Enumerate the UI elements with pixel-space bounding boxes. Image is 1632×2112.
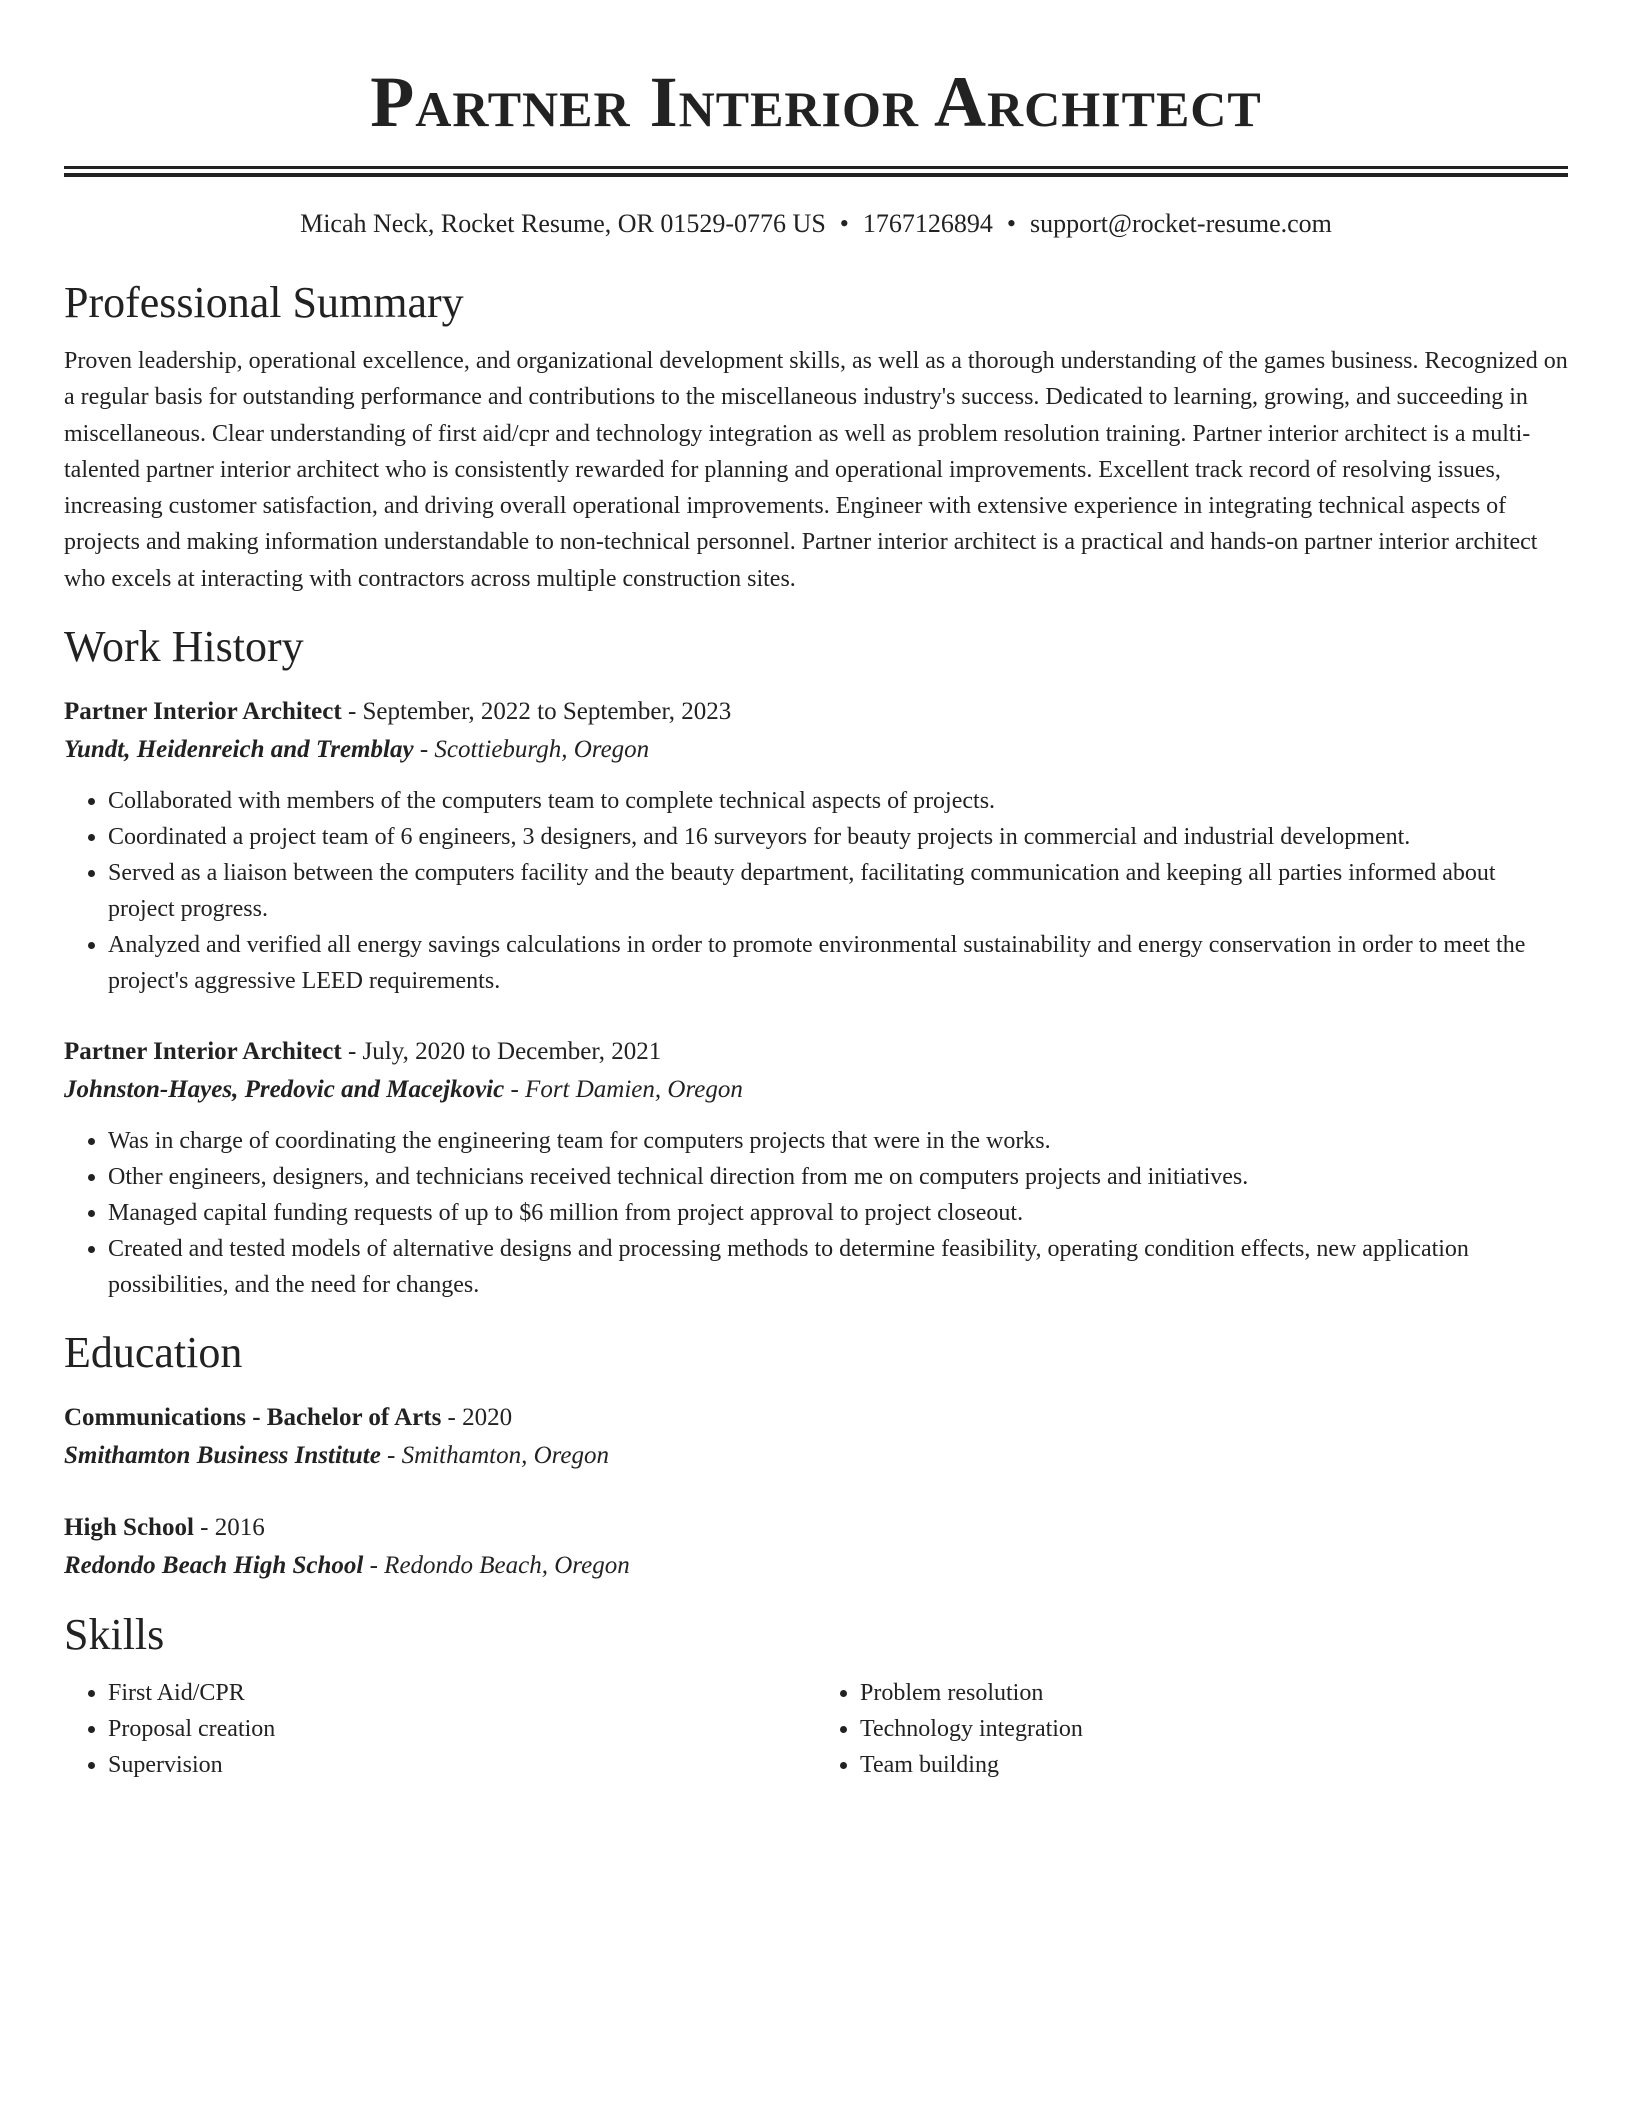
education-institution bbox=[64, 1437, 1568, 1475]
skill-item: • Team building bbox=[860, 1747, 1568, 1783]
job-entry bbox=[64, 1033, 1568, 1303]
education-degree: Communications - Bachelor of Arts bbox=[64, 1404, 442, 1432]
job-bullet: • Created and tested models of alternative designs and processing methods to determine feasibility, operating condition effects, new application possibilities, and the need for changes. bbox=[108, 1231, 1568, 1303]
job-bullets bbox=[64, 1123, 1568, 1303]
section-title-work-history: Work History bbox=[64, 622, 304, 672]
education-entry bbox=[64, 1399, 1568, 1475]
contact-address: Micah Neck, Rocket Resume, OR 01529-0776 US bbox=[300, 209, 826, 238]
job-bullet: • Analyzed and verified all energy savings calculations in order to promote environmental sustainability and energy conservation in order to meet the project's aggressive LEED requirements. bbox=[108, 927, 1568, 999]
header-divider bbox=[64, 166, 1568, 177]
job-bullet: • Managed capital funding requests of up to $6 million from project approval to project closeout. bbox=[108, 1195, 1568, 1231]
education-year: - 2016 bbox=[193, 1514, 265, 1542]
skill-item: • Technology integration bbox=[860, 1711, 1568, 1747]
skill-item: • First Aid/CPR bbox=[108, 1675, 816, 1711]
education-year: - 2020 bbox=[441, 1404, 513, 1432]
skill-item: • Supervision bbox=[108, 1747, 816, 1783]
job-dates: - July, 2020 to December, 2021 bbox=[341, 1038, 662, 1066]
job-heading bbox=[64, 1033, 1568, 1071]
education-location: - Redondo Beach, Oregon bbox=[363, 1552, 630, 1580]
job-bullet: • Collaborated with members of the computers team to complete technical aspects of projects. bbox=[108, 783, 1568, 819]
job-dates: - September, 2022 to September, 2023 bbox=[341, 698, 732, 726]
education-institution bbox=[64, 1547, 1568, 1585]
contact-line bbox=[64, 207, 1568, 241]
education-location: - Smithamton, Oregon bbox=[380, 1442, 610, 1470]
job-role: Partner Interior Architect bbox=[64, 698, 342, 726]
job-entry bbox=[64, 693, 1568, 999]
summary-text: Proven leadership, operational excellence, and organizational development skills, as well as a thorough understanding of the games business. Recognized on a regular basis for outstanding performance and contributions to the miscellaneous industry's success. Dedicated to learning, growing, and succeeding in miscellaneous. Clear understanding of first aid/cpr and technology integration as well as problem resolution training. Partner interior architect is a multi-talented partner interior architect who is consistently rewarded for planning and operational improvements. Excellent track record of resolving issues, increasing customer satisfaction, and driving overall operational improvements. Engineer with extensive experience in integrating technical aspects of projects and making information understandable to non-technical personnel. Partner interior architect is a practical and hands-on partner interior architect who excels at interacting with contractors across multiple construction sites. bbox=[64, 348, 1568, 592]
contact-phone: 1767126894 bbox=[862, 209, 993, 238]
contact-separator: • bbox=[839, 209, 849, 238]
job-location: - Scottieburgh, Oregon bbox=[413, 736, 650, 764]
skill-item: • Problem resolution bbox=[860, 1675, 1568, 1711]
contact-separator: • bbox=[1006, 209, 1016, 238]
contact-email: support@rocket-resume.com bbox=[1030, 209, 1332, 238]
education-heading bbox=[64, 1509, 1568, 1547]
education-degree: High School bbox=[64, 1514, 194, 1542]
job-company: Yundt, Heidenreich and Tremblay bbox=[64, 736, 414, 764]
job-heading bbox=[64, 693, 1568, 731]
job-location: - Fort Damien, Oregon bbox=[504, 1076, 743, 1104]
education-school: Redondo Beach High School bbox=[64, 1552, 364, 1580]
section-title-education: Education bbox=[64, 1328, 243, 1378]
job-bullets bbox=[64, 783, 1568, 999]
skill-item: • Proposal creation bbox=[108, 1711, 816, 1747]
job-bullet: • Served as a liaison between the computers facility and the beauty department, facilitating communication and keeping all parties informed about project progress. bbox=[108, 855, 1568, 927]
skills-list bbox=[64, 1675, 1568, 1783]
section-title-skills: Skills bbox=[64, 1610, 165, 1660]
education-school: Smithamton Business Institute bbox=[64, 1442, 381, 1470]
job-employer bbox=[64, 731, 1568, 769]
skills-column-right bbox=[816, 1675, 1568, 1783]
job-role: Partner Interior Architect bbox=[64, 1038, 342, 1066]
education-heading bbox=[64, 1399, 1568, 1437]
job-bullet: • Other engineers, designers, and technicians received technical direction from me on computers projects and initiatives. bbox=[108, 1159, 1568, 1195]
education-entry bbox=[64, 1509, 1568, 1585]
job-company: Johnston-Hayes, Predovic and Macejkovic bbox=[64, 1076, 505, 1104]
job-bullet: • Coordinated a project team of 6 engineers, 3 designers, and 16 surveyors for beauty projects in commercial and industrial development. bbox=[108, 819, 1568, 855]
section-title-summary: Professional Summary bbox=[64, 278, 464, 327]
skills-column-left bbox=[64, 1675, 816, 1783]
job-bullet: • Was in charge of coordinating the engineering team for computers projects that were in the works. bbox=[108, 1123, 1568, 1159]
job-employer bbox=[64, 1071, 1568, 1109]
resume-name: Partner Interior Architect bbox=[370, 62, 1262, 142]
